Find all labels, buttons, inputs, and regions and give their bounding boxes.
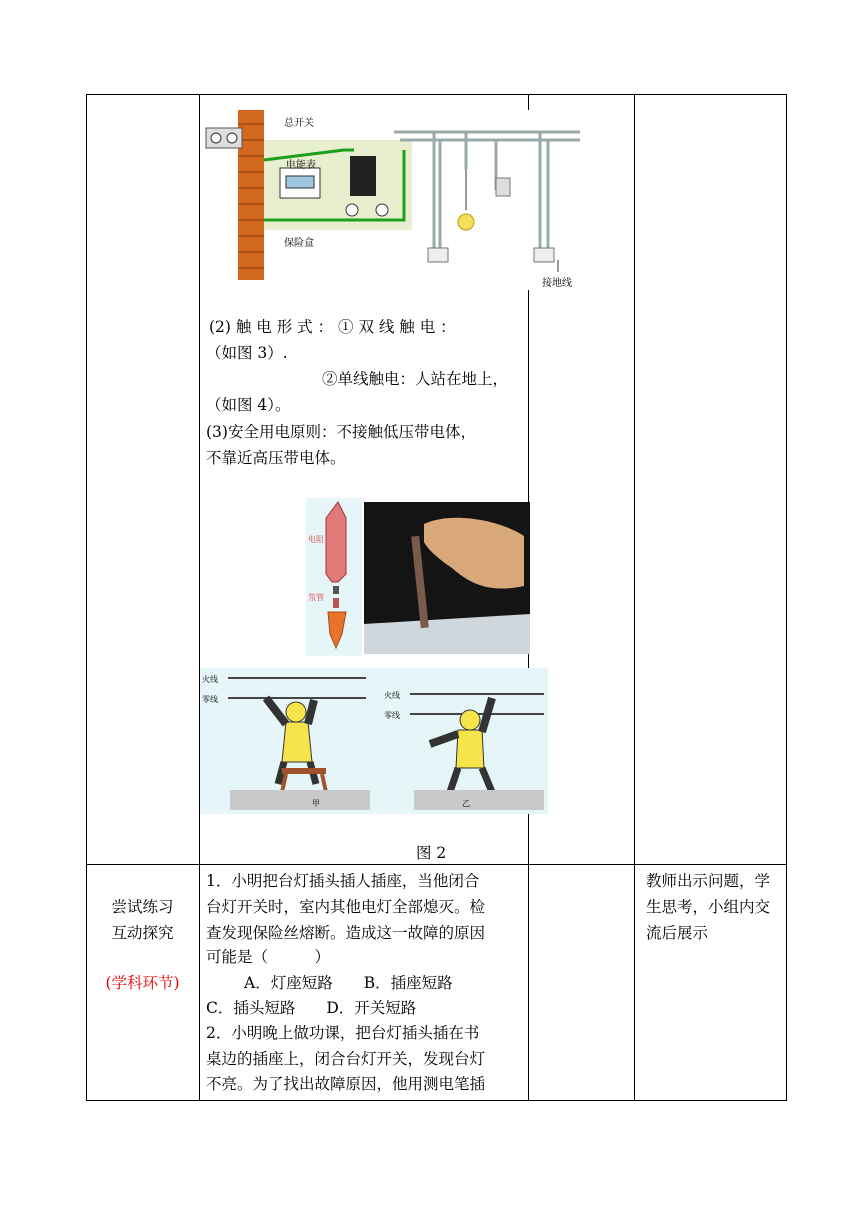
column-divider-3	[634, 94, 635, 1101]
content-line-5: (3)安全用电原则：不接触低压带电体，	[206, 423, 476, 441]
content-line-1: (2) 触 电 形 式 ： ① 双 线 触 电 ：	[209, 318, 456, 336]
section-label-try: 尝试练习	[111, 898, 174, 916]
label-meter: 电能表	[286, 160, 316, 171]
label-live-wire-1: 火线	[202, 675, 218, 684]
label-caption-yi: 乙	[462, 799, 470, 808]
content-line-2: （如图 3）.	[206, 344, 288, 362]
electric-shock-illustration	[200, 668, 548, 814]
teacher-note-line-1: 教师出示问题，学	[646, 872, 771, 890]
label-resistor: 电阻	[308, 535, 324, 544]
label-fuse-box: 保险盒	[284, 238, 314, 249]
question-1-options-cd: C．插头短路 D．开关短路	[206, 999, 417, 1017]
test-pen-photo	[364, 502, 530, 654]
home-wiring-diagram	[204, 110, 584, 290]
content-line-3: ②单线触电：人站在地上，	[322, 370, 509, 388]
content-line-4: （如图 4）。	[206, 396, 291, 414]
test-pen-illustration	[306, 498, 362, 656]
question-1-line-3: 查发现保险丝熔断。造成这一故障的原因	[206, 924, 486, 942]
question-1-line-2: 台灯开关时，室内其他电灯全部熄灭。检	[206, 898, 486, 916]
question-1-line-4: 可能是（ ）	[206, 948, 331, 966]
question-1-options-ab: A．灯座短路 B．插座短路	[244, 974, 453, 992]
section-label-explore: 互动探究	[111, 924, 174, 942]
content-line-6: 不靠近高压带电体。	[206, 449, 346, 467]
label-caption-jia: 甲	[312, 799, 320, 808]
question-1-line-1: 1．小明把台灯插头插人插座，当他闭合	[206, 872, 480, 890]
teacher-note-line-3: 流后展示	[646, 924, 709, 942]
question-2-line-2: 桌边的插座上，闭合台灯开关，发现台灯	[206, 1050, 486, 1068]
figure-caption: 图 2	[416, 844, 447, 862]
teacher-note-line-2: 生思考，小组内交	[646, 898, 771, 916]
label-neon: 氖管	[308, 593, 324, 602]
label-neutral-wire-1: 零线	[202, 695, 218, 704]
question-2-line-1: 2．小明晚上做功课，把台灯插头插在书	[206, 1024, 480, 1042]
label-main-switch: 总开关	[284, 118, 314, 129]
question-2-line-3: 不亮。为了找出故障原因，他用测电笔插	[206, 1075, 486, 1093]
column-divider-1	[199, 94, 200, 1101]
label-live-wire-2: 火线	[384, 691, 400, 700]
label-neutral-wire-2: 零线	[384, 711, 400, 720]
section-label-subject: (学科环节)	[105, 974, 180, 992]
label-ground-wire: 接地线	[542, 278, 572, 289]
